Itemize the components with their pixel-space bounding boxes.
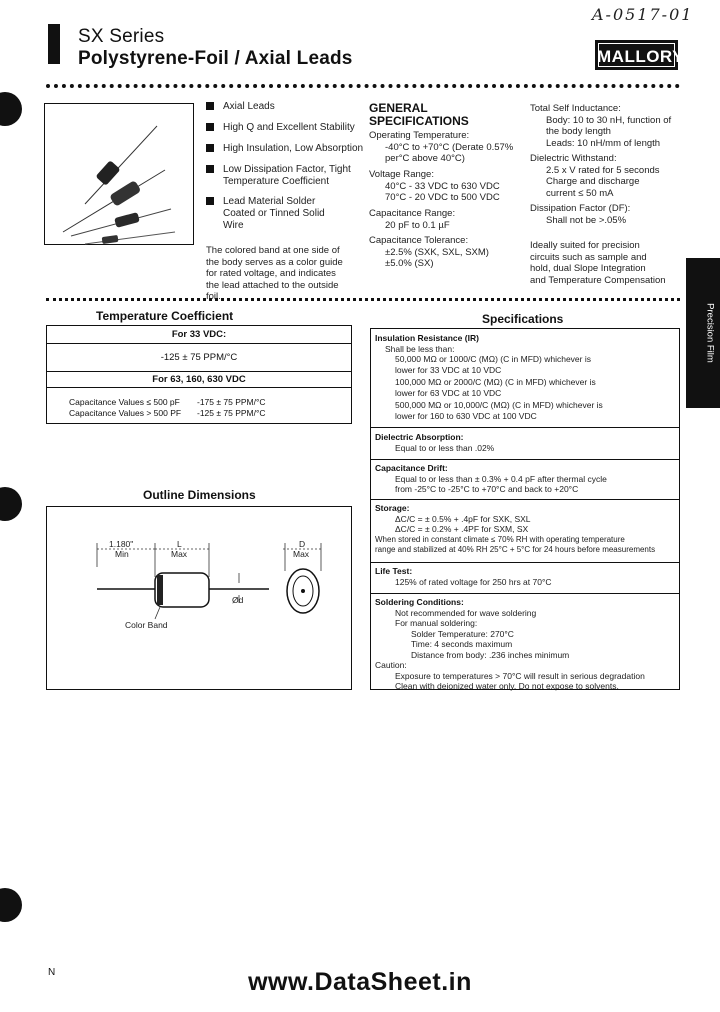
section-dotted-rule [46,298,680,301]
spec-dielectric-absorption: Dielectric Absorption: Equal to or less than .02% [375,432,495,453]
page-title: Polystyrene-Foil / Axial Leads [78,48,353,69]
table-divider [47,343,351,344]
spec-life-test: Life Test: 125% of rated voltage for 250 hrs at 70°C [375,566,552,587]
dim-body-length: L [177,539,182,549]
dielectric-withstand: Dielectric Withstand: 2.5 x V rated for 5 seconds Charge and discharge current ≤ 50 mA [530,153,660,199]
dim-body-max: Max [171,549,188,559]
capacitor-photo-illustration [45,104,195,246]
outline-drawing-svg [47,507,353,691]
dim-diameter: D [299,539,306,549]
series-name: SX Series [78,26,165,47]
tc-header-630: For 63, 160, 630 VDC [152,374,246,385]
table-divider [47,387,351,388]
punch-hole-middle [0,487,22,521]
bullet-icon [206,165,214,173]
specifications-title: Specifications [482,312,564,326]
specifications-table [370,328,680,690]
bullet-icon [206,102,214,110]
spec-divider [371,593,679,594]
feature-item: Lead Material Solder Coated or Tinned Solid Wire [206,196,336,232]
punch-hole-top [0,92,22,126]
table-divider [47,371,351,372]
punch-hole-bottom [0,888,22,922]
handwritten-note: A-0517-01 [592,5,694,24]
spec-divider [371,562,679,563]
dim-diameter-max: Max [293,549,310,559]
bullet-icon [206,197,214,205]
dim-lead-min: Min [115,549,129,559]
spec-divider [371,499,679,500]
general-spec-title: GENERAL SPECIFICATIONS [369,101,469,128]
mallory-logo: MALLORY [595,40,678,70]
voltage-range: Voltage Range: 40°C - 33 VDC to 630 VDC 70°C - 20 VDC to 500 VDC [369,169,500,203]
dissipation-factor: Dissipation Factor (DF): Shall not be >.05% [530,203,631,226]
spec-storage: Storage: ΔC/C = ± 0.5% + .4pF for SXK, SXL ΔC/C = ± 0.2% + .4PF for SXM, SX When stored in constant climate ≤ 70% RH with operating temperature range and stabilized at 40% RH 25°C + 5°C for 24 hours before measurements [375,503,656,554]
color-band-label: Color Band [125,620,168,630]
bullet-icon [206,144,214,152]
capacitance-range: Capacitance Range: 20 pF to 0.1 µF [369,208,456,231]
spec-soldering: Soldering Conditions: Not recommended for wave soldering For manual soldering: Solder Temperature: 270°C Time: 4 seconds maximum Distance from body: .236 inches minimum Caution: Exposure to temperatures > 70°C will result in serious degradation Clean with deionized water only. Do not expose to solvents. [375,597,645,691]
header-dotted-rule [46,84,680,89]
capacitance-tolerance: Capacitance Tolerance: ±2.5% (SXK, SXL, SXM) ±5.0% (SX) [369,235,489,269]
operating-temperature: Operating Temperature: -40°C to +70°C (Derate 0.57% per°C above 40°C) [369,130,514,164]
outline-dimensions-drawing [46,506,352,690]
tc-header-33: For 33 VDC: [171,329,227,340]
tc-value-33: -125 ± 75 PPM/°C [160,352,238,363]
temp-coefficient-table: For 33 VDC: -125 ± 75 PPM/°C For 63, 160, 630 VDC Capacitance Values ≤ 500 pF -175 ± 75 PPM/°C Capacitance Values > 500 PF -125 ± 75 PPM/°C [46,325,352,424]
feature-item: Low Dissipation Factor, Tight Temperature Coefficient [206,164,356,188]
page-letter: N [48,967,56,978]
applications-note: Ideally suited for precision circuits such as sample and hold, dual Slope Integration and Temperature Compensation [530,240,666,286]
dim-lead-length: 1.180" [109,539,134,549]
self-inductance: Total Self Inductance: Body: 10 to 30 nH, function of the body length Leads: 10 nH/mm of length [530,103,672,149]
spec-divider [371,427,679,428]
dim-lead-diameter: Ød [232,595,244,605]
spec-divider [371,459,679,460]
band-note: The colored band at one side of the body serves as a color guide for rated voltage, and indicates the lead attached to the outside foil. [206,245,343,302]
footer-url[interactable]: www.DataSheet.in [248,968,472,996]
bullet-icon [206,123,214,131]
feature-item: High Insulation, Low Absorption [206,143,363,155]
outline-dimensions-title: Outline Dimensions [143,488,256,502]
feature-item: Axial Leads [206,101,275,113]
header-bar [48,24,60,64]
spec-capacitance-drift: Capacitance Drift: Equal to or less than ± 0.3% + 0.4 pF after thermal cycle from -25°C to -25°C to +70°C and back to +20°C [375,463,607,494]
side-tab-label: Precision Film [704,303,716,363]
feature-item: High Q and Excellent Stability [206,122,355,134]
product-photo [44,103,194,245]
spec-insulation-resistance: Insulation Resistance (IR) Shall be less than: 50,000 MΩ or 1000/C (MΩ) (C in MFD) whichever is lower for 33 VDC at 10 VDC 100,000 MΩ or 2000/C (MΩ) (C in MFD) whichever is lower for 63 VDC at 10 VDC 500,000 MΩ or 10,000/C (MΩ) (C in MFD) whichever is lower for 160 to 630 VDC at 100 VDC [375,333,603,421]
temp-coefficient-title: Temperature Coefficient [96,309,234,323]
